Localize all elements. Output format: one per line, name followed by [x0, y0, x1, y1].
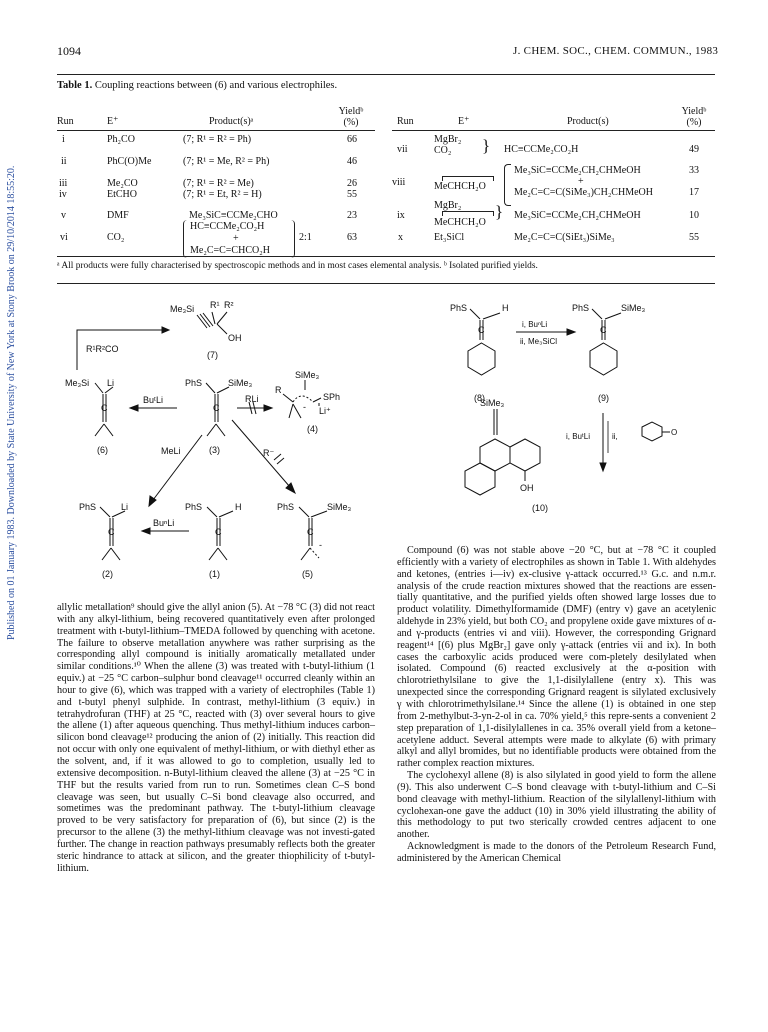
- label-step4: ii,: [612, 432, 618, 441]
- label-sph-4: SPh: [323, 392, 341, 402]
- th-yield-right: Yieldᵇ (%): [681, 106, 707, 128]
- cell-p-x: Me₂C=C=C(SiEt₃)SiMe₃: [514, 232, 615, 243]
- cell-p-i: (7; R¹ = R² = Ph): [183, 134, 252, 145]
- cell-p-ii: (7; R¹ = Me, R² = Ph): [183, 156, 270, 167]
- cell-y-vii: 49: [689, 144, 699, 155]
- compound-7-label: (7): [207, 350, 218, 360]
- label-r-4: R: [275, 385, 282, 395]
- label-c-6: C: [101, 403, 108, 413]
- table-left: [57, 106, 377, 266]
- cell-p-vii: HC≡CCMe₂CO₂H: [504, 144, 579, 155]
- label-liplus-4: Li⁺: [319, 406, 331, 416]
- header-rule: [57, 74, 715, 75]
- th-product-right: Product(s): [567, 116, 609, 127]
- journal-header: J. CHEM. SOC., CHEM. COMMUN., 1983: [513, 45, 719, 57]
- label-o-ketone: O: [671, 428, 678, 437]
- label-c-1: C: [215, 527, 222, 537]
- th-e-right: E⁺: [458, 116, 470, 127]
- epoxide-bond-viii: [442, 176, 494, 181]
- epoxide-bond-ix: [442, 211, 494, 216]
- label-phs-5: PhS: [277, 502, 295, 512]
- table-caption-label: Table 1.: [57, 80, 93, 91]
- label-sime3-5: SiMe₃: [327, 502, 352, 512]
- label-step1: i, BuⁿLi: [522, 320, 548, 329]
- cell-run-v: v: [61, 210, 66, 221]
- cell-e-vii-a: MgBr₂: [434, 134, 462, 145]
- label-r1-7: R¹: [210, 300, 220, 310]
- cell-e-vii-b: CO₂: [434, 145, 452, 156]
- cell-run-x: x: [398, 232, 403, 243]
- label-rminus: R⁻: [263, 448, 275, 458]
- download-watermark: [3, 120, 19, 640]
- label-rli: RLi: [245, 394, 259, 404]
- label-li-2: Li: [121, 502, 129, 512]
- cell-y-ix: 10: [689, 210, 699, 221]
- cell-e-ix-a: MgBr₂: [434, 200, 462, 211]
- page-number: 1094: [57, 44, 81, 58]
- brace-vii: }: [482, 136, 491, 155]
- right-paragraph-1: Compound (6) was not stable above −20 °C, but at −78 °C it coupled efficiently with a variety of electrophiles as shown in Table 1. With aldehydes and ketones, (entries i—iv) ex-clusive γ-attack occurred.¹³ G.c. and n.m.r. analysis of the crude reaction mixtures showed that the reactions are essen-tially quantitative, and the purified yields often showed large losses due to product volatility. Dimethylformamide (DMF) (entry v) gave an acetylenic aldehyde in 23% yield, but both CO₂ and propylene oxide gave mixtures of α- and γ-products (entries vi and viii). However, the corresponding Grignard reagent¹⁴ [(6) plus MgBr₂] gave only γ-attack (entries vii and ix). In both cases the carboxylic acids produced were com-pletely desilylated when isolated. Compound (6) reacted exclusively at the α-position with chlorotriethylsilane to give the 1,1-disilylallene (entry x). This was unexpected since the corresponding Grignard reagent is silylated exclusively γ with chlorotrimethylsilane.¹⁴ Since the allene (1) is obtained in one step from 2-methylbut-3-yn-2-ol in ca. 70% yield,⁵ this repre-sents a convenient 2 step preparation of 1,1-disilylallenes in ca. 35% overall yield from a ketone–acetylene adduct. Several attempts were made to alkylate (6) with primary alkyl and allyl bromides, but no identifiable products were obtained from the rather complex reaction mixtures.: [397, 545, 716, 770]
- table-right: [392, 106, 717, 266]
- th-product-left: Product(s)ᵃ: [209, 116, 254, 127]
- compound-6-label: (6): [97, 445, 108, 455]
- cell-e-viii: MeCHCH₂O: [434, 181, 486, 192]
- label-meli: MeLi: [161, 446, 181, 456]
- right-paragraph-2: The cyclohexyl allene (8) is also silylated in good yield to form the allene (9). This also underwent C–S bond cleavage with t-butyl-lithium and C–Si bond cleavage with methyl-lithium. Reaction of the silylallenyl-lithium with cyclohexan-one gave the adduct (10) in 30% yield illustrating the ability of this methodology to put two sterically crowded centres adjacent to one another.: [397, 770, 716, 841]
- label-c-8: C: [478, 325, 485, 335]
- label-sime3-9: SiMe₃: [621, 303, 646, 313]
- cell-p-v: Me₃SiC≡CCMe₂CHO: [189, 210, 278, 221]
- label-c-3: C: [213, 403, 220, 413]
- label-phs-1: PhS: [185, 502, 203, 512]
- compound-4-label: (4): [307, 424, 318, 434]
- left-paragraph: allylic metallation⁹ should give the allyl anion (5). At −78 °C (3) did not react with any alkyl-lithium, being recovered quantitatively even after prolonged treatment with t-butyl-lithium–TMEDA followed by quenching with acetone. The failure to observe metallation anywhere was rather surprising as the corresponding allyl compound is initially aromatically metallated under similar conditions.¹⁰ When the allene (3) was treated with t-butyl-lithium (1 equiv.) at −25 °C carbon–sulphur bond cleavage¹¹ occurred cleanly within an hour to give (6), which was trapped with a variety of electrophiles (Table 1) and t-butyl phenyl sulphide. In contrast, methyl-lithium (3 equiv.) in tetrahydrofuran (THF) at 25 °C, reacted with (3) over several hours to give the allene (1) after aqueous quenching. Thus methyl-lithium induces carbon–silicon bond cleavage¹² producing the anion of (2) initially. This reaction did not occur with only one equivalent of methyl-lithium, or with diethyl ether as the solvent, and, if it was allowed to go to completion, usually led to extensive decomposition. n-Butyl-lithium cleaved the allene (3) at −25 °C in THF but the results varied from run to run. Sometimes clean C–S bond cleavage was seen, but usually C–Si bond cleavage also occurred, and sometimes was the predominant pathway. The t-butyl-lithium cleavage proved to be very satisfactory for preparation of (6), but since (2) is the precursor to the allene (3) the methyl-lithium cleavage was not investi-gated further. The change in reaction pathways presumably reflects both the greater steric hindrance to attack at silicon, and the greater thiophilicity of t-butyl-lithium.: [57, 602, 375, 874]
- th-yield-left: Yieldᵇ (%): [338, 106, 364, 128]
- cell-p-iv: (7; R¹ = Et, R² = H): [183, 189, 262, 200]
- cell-p-iii: (7; R¹ = R² = Me): [183, 178, 254, 189]
- table-right-rule: [392, 130, 715, 131]
- label-minus-4: -: [303, 402, 306, 412]
- label-sime3-4: SiMe₃: [295, 370, 320, 380]
- label-minus-5: -: [319, 540, 322, 550]
- label-c-2: C: [108, 527, 115, 537]
- compound-3-label: (3): [209, 445, 220, 455]
- label-phs-2: PhS: [79, 502, 97, 512]
- label-step2: ii, Me₃SiCl: [520, 337, 558, 346]
- cell-run-ix: ix: [397, 210, 405, 221]
- cell-y-vi: 63: [347, 232, 357, 243]
- label-sime3-3: SiMe₃: [228, 378, 253, 388]
- cell-run-i: i: [62, 134, 65, 145]
- right-paragraph-3: Acknowledgment is made to the donors of the Petroleum Research Fund, administered by the American Chemical: [397, 841, 716, 864]
- cell-run-vii: vii: [397, 144, 408, 155]
- reaction-scheme-left: [57, 290, 402, 590]
- label-r1r2co: R¹R²CO: [86, 344, 119, 354]
- cell-p-vi-a: HC≡CCMe₂CO₂H: [190, 221, 265, 232]
- label-oh-7: OH: [228, 333, 242, 343]
- label-li-6: Li: [107, 378, 115, 388]
- table-caption-text: Coupling reactions between (6) and various electrophiles.: [92, 80, 338, 91]
- cell-e-iv: EtCHO: [107, 189, 137, 200]
- cell-e-x: Et₃SiCl: [434, 232, 465, 243]
- cyclohexanone-ring: [642, 422, 662, 441]
- label-phs-9: PhS: [572, 303, 590, 313]
- cell-y-i: 66: [347, 134, 357, 145]
- cell-p-viii-b: Me₂C=C=C(SiMe₃)CH₂CHMeOH: [514, 187, 653, 198]
- label-phs-8: PhS: [450, 303, 468, 313]
- th-run-left: Run: [57, 116, 74, 127]
- cell-run-vi: vi: [60, 232, 68, 243]
- label-h-8: H: [502, 303, 509, 313]
- product-bracket-viii: [504, 164, 511, 206]
- table-caption: [57, 80, 337, 91]
- table-bottom-rule: [57, 256, 715, 257]
- cell-p-vi-b: Me₂C=C=CHCO₂H: [190, 245, 270, 256]
- compound-9-label: (9): [598, 393, 609, 403]
- label-me3si-6: Me₃Si: [65, 378, 90, 388]
- cell-p-ix: Me₃SiC≡CCMe₂CH₂CHMeOH: [514, 210, 641, 221]
- label-sime3-10: SiMe₃: [480, 398, 505, 408]
- cell-y-viii-a: 33: [689, 165, 699, 176]
- cell-e-ii: PhC(O)Me: [107, 156, 152, 167]
- label-butli-1: BuᵗLi: [143, 395, 163, 405]
- label-c-9: C: [600, 325, 607, 335]
- th-e-left: E⁺: [107, 116, 119, 127]
- compound-5-label: (5): [302, 569, 313, 579]
- label-me3si-7: Me₃Si: [170, 304, 195, 314]
- cell-run-viii: viii: [392, 177, 406, 188]
- compound-10-label: (10): [532, 503, 549, 513]
- left-column-text: [57, 602, 375, 874]
- cell-ratio-vi: 2:1: [299, 232, 312, 243]
- label-h-1: H: [235, 502, 242, 512]
- cell-run-iii: iii: [59, 178, 68, 189]
- cell-e-i: Ph₂CO: [107, 134, 135, 145]
- cell-run-ii: ii: [61, 156, 67, 167]
- cell-e-vi: CO₂: [107, 232, 125, 243]
- label-oh-10: OH: [520, 483, 534, 493]
- compound-8-label: (8): [474, 393, 485, 403]
- cell-y-iv: 55: [347, 189, 357, 200]
- cell-run-iv: iv: [59, 189, 67, 200]
- table-left-rule: [57, 130, 375, 131]
- reaction-scheme-right: [440, 295, 715, 520]
- cell-y-v: 23: [347, 210, 357, 221]
- label-bunli-1: BuⁿLi: [153, 518, 175, 528]
- cell-e-iii: Me₂CO: [107, 178, 138, 189]
- table-footnote: ᵃ All products were fully characterised by spectroscopic methods and in most cases elemental analysis. ᵇ Isolated purified yields.: [57, 261, 538, 271]
- cell-e-ix-b: MeCHCH₂O: [434, 217, 486, 228]
- cell-e-v: DMF: [107, 210, 129, 221]
- brace-ix: }: [495, 202, 504, 221]
- label-phs-3: PhS: [185, 378, 203, 388]
- cell-p-viii-plus: +: [578, 176, 584, 187]
- cell-y-ii: 46: [347, 156, 357, 167]
- label-step3: i, BuᵗLi: [566, 432, 590, 441]
- th-run-right: Run: [397, 116, 414, 127]
- cell-p-vi-plus: +: [233, 233, 239, 244]
- cell-y-iii: 26: [347, 178, 357, 189]
- cell-y-x: 55: [689, 232, 699, 243]
- compound-2-label: (2): [102, 569, 113, 579]
- download-notice: Published on 01 January 1983. Downloaded by State University of New York at Stony Brook on 29/10/2014 18:55:20.: [6, 165, 17, 640]
- compound-1-label: (1): [209, 569, 220, 579]
- label-r2-7: R²: [224, 300, 234, 310]
- right-column-text: [397, 545, 716, 865]
- scheme-top-rule: [57, 283, 715, 284]
- cell-y-viii-b: 17: [689, 187, 699, 198]
- label-c-5: C: [307, 527, 314, 537]
- cell-p-viii-a: Me₃SiC≡CCMe₂CH₂CHMeOH: [514, 165, 641, 176]
